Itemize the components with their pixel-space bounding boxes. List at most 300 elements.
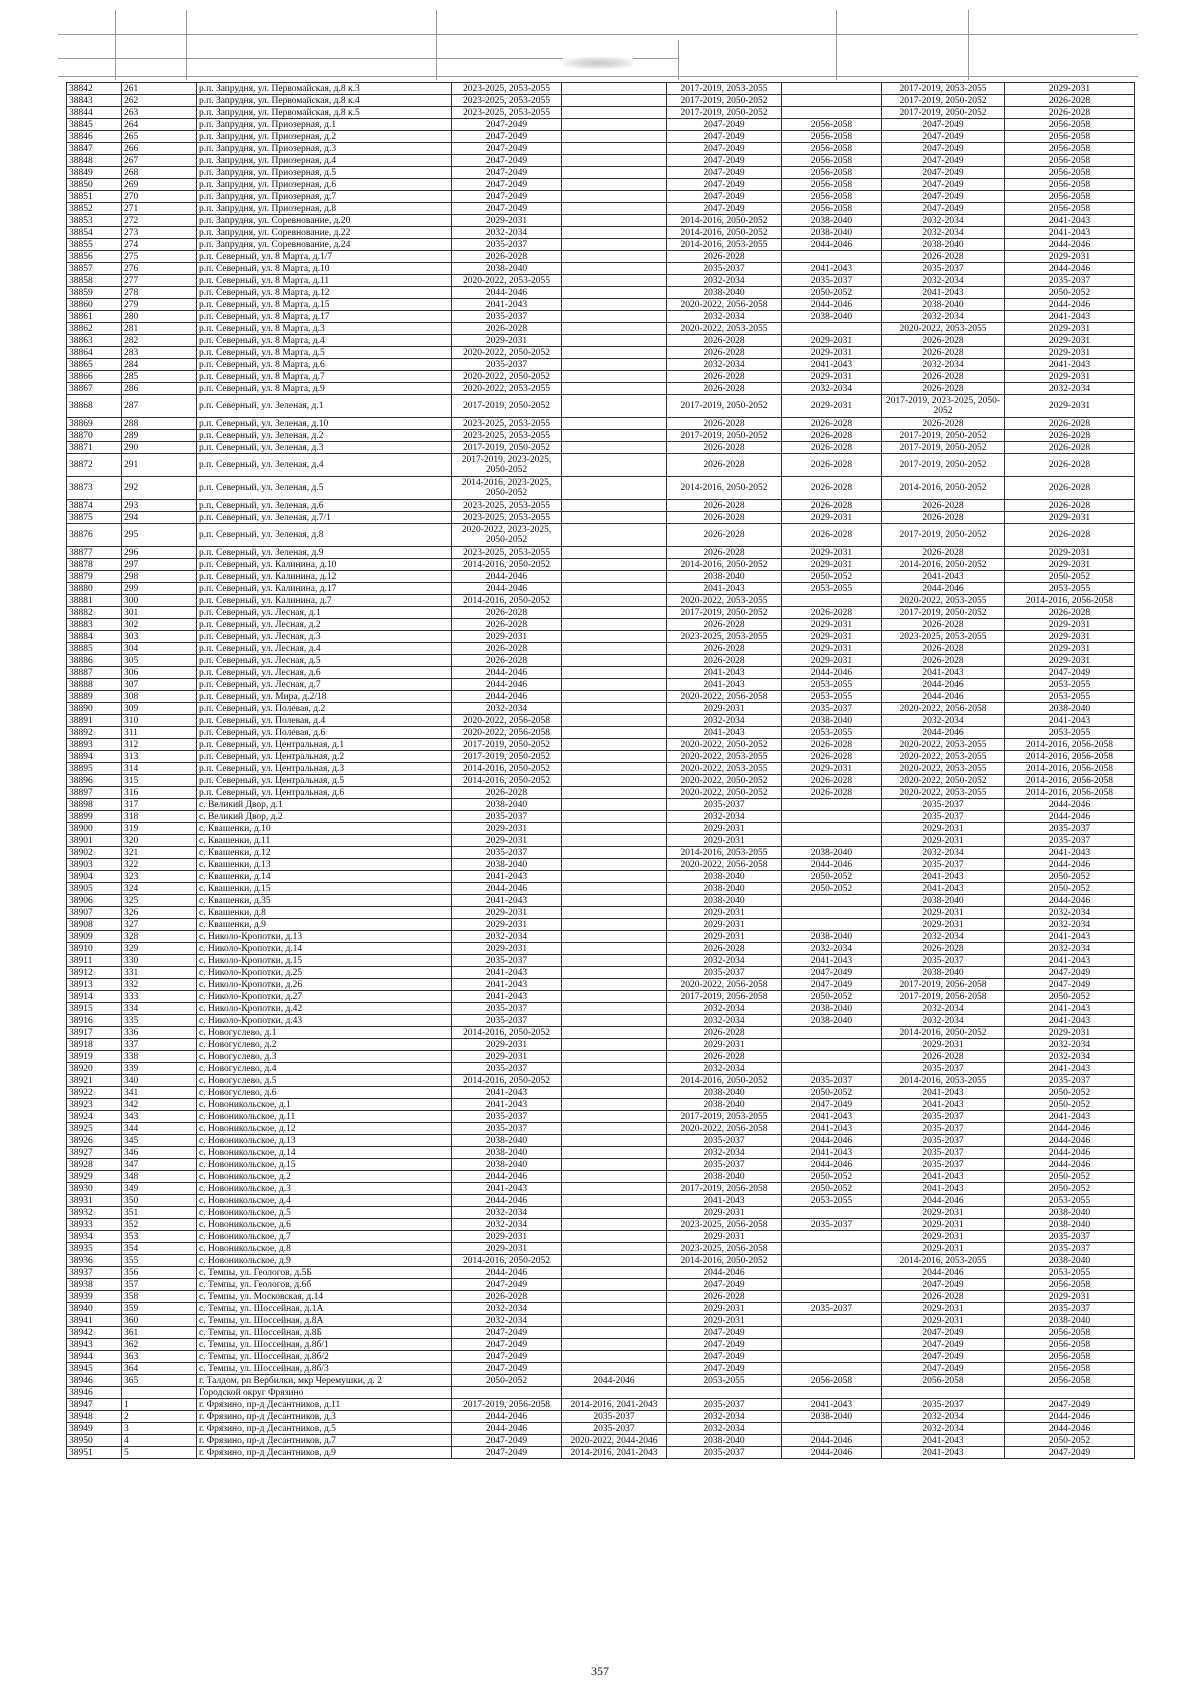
period-5-cell: 2047-2049 — [882, 131, 1005, 143]
period-6-cell: 2035-2037 — [1005, 1231, 1135, 1243]
period-3-cell: 2047-2049 — [667, 131, 782, 143]
period-5-cell: 2038-2040 — [882, 299, 1005, 311]
address-cell: р.п. Запрудня, ул. Соревнование, д.22 — [197, 227, 452, 239]
period-2-cell — [562, 979, 667, 991]
period-5-cell: 2044-2046 — [882, 679, 1005, 691]
period-5-cell: 2056-2058 — [882, 1375, 1005, 1387]
period-6-cell: 2038-2040 — [1005, 1219, 1135, 1231]
period-6-cell: 2044-2046 — [1005, 299, 1135, 311]
period-6-cell: 2047-2049 — [1005, 967, 1135, 979]
address-cell: р.п. Северный, ул. 8 Марта, д.5 — [197, 347, 452, 359]
row-number-cell: 332 — [122, 979, 197, 991]
table-row — [67, 500, 1135, 512]
period-5-cell: 2041-2043 — [882, 571, 1005, 583]
record-id-cell: 38850 — [67, 179, 122, 191]
table-row — [67, 763, 1135, 775]
period-2-cell — [562, 83, 667, 95]
record-id-cell: 38894 — [67, 751, 122, 763]
record-id-cell: 38917 — [67, 1027, 122, 1039]
address-cell: р.п. Северный, ул. 8 Марта, д.10 — [197, 263, 452, 275]
address-cell: с. Новогуслево, д.1 — [197, 1027, 452, 1039]
period-2-cell — [562, 477, 667, 500]
table-row — [67, 811, 1135, 823]
period-3-cell: 2017-2019, 2050-2052 — [667, 430, 782, 442]
period-4-cell: 2044-2046 — [782, 299, 882, 311]
period-2-cell — [562, 1087, 667, 1099]
period-5-cell: 2041-2043 — [882, 1099, 1005, 1111]
address-cell: с. Квашенки, д.10 — [197, 823, 452, 835]
record-id-cell: 38864 — [67, 347, 122, 359]
period-6-cell: 2056-2058 — [1005, 143, 1135, 155]
row-number-cell: 5 — [122, 1447, 197, 1459]
period-2-cell — [562, 1387, 667, 1399]
period-3-cell: 2026-2028 — [667, 418, 782, 430]
row-number-cell: 278 — [122, 287, 197, 299]
period-1-cell: 2026-2028 — [452, 251, 562, 263]
row-number-cell: 295 — [122, 524, 197, 547]
period-5-cell: 2017-2019, 2050-2052 — [882, 607, 1005, 619]
period-5-cell: 2020-2022, 2053-2055 — [882, 739, 1005, 751]
table-row — [67, 1099, 1135, 1111]
period-5-cell: 2017-2019, 2023-2025, 2050-2052 — [882, 395, 1005, 418]
table-row — [67, 191, 1135, 203]
period-1-cell: 2032-2034 — [452, 1207, 562, 1219]
period-2-cell — [562, 607, 667, 619]
period-3-cell: 2041-2043 — [667, 667, 782, 679]
period-4-cell: 2053-2055 — [782, 691, 882, 703]
period-2-cell — [562, 442, 667, 454]
address-cell: с. Темпы, ул. Геологов, д.6б — [197, 1279, 452, 1291]
period-1-cell: 2029-2031 — [452, 943, 562, 955]
period-2-cell — [562, 799, 667, 811]
row-number-cell: 358 — [122, 1291, 197, 1303]
period-3-cell: 2014-2016, 2053-2055 — [667, 847, 782, 859]
table-row — [67, 1339, 1135, 1351]
row-number-cell: 289 — [122, 430, 197, 442]
address-cell: г. Талдом, рп Вербилки, мкр Черемушки, д. 2 — [197, 1375, 452, 1387]
period-4-cell: 2029-2031 — [782, 643, 882, 655]
table-row — [67, 430, 1135, 442]
period-6-cell: 2014-2016, 2056-2058 — [1005, 751, 1135, 763]
address-cell: р.п. Северный, ул. Зеленая, д.4 — [197, 454, 452, 477]
period-5-cell: 2026-2028 — [882, 418, 1005, 430]
period-4-cell: 2026-2028 — [782, 787, 882, 799]
period-5-cell: 2035-2037 — [882, 1123, 1005, 1135]
period-1-cell: 2032-2034 — [452, 1303, 562, 1315]
period-1-cell: 2029-2031 — [452, 1243, 562, 1255]
record-id-cell: 38901 — [67, 835, 122, 847]
period-4-cell — [782, 107, 882, 119]
period-4-cell — [782, 1315, 882, 1327]
period-3-cell: 2026-2028 — [667, 383, 782, 395]
period-4-cell — [782, 1027, 882, 1039]
period-5-cell: 2017-2019, 2056-2058 — [882, 979, 1005, 991]
row-number-cell: 324 — [122, 883, 197, 895]
period-2-cell — [562, 1255, 667, 1267]
period-1-cell: 2017-2019, 2056-2058 — [452, 1399, 562, 1411]
address-cell: с. Новоникольское, д.15 — [197, 1159, 452, 1171]
table-row — [67, 347, 1135, 359]
row-number-cell: 331 — [122, 967, 197, 979]
period-3-cell: 2026-2028 — [667, 454, 782, 477]
period-5-cell: 2032-2034 — [882, 311, 1005, 323]
period-2-cell — [562, 1315, 667, 1327]
table-row — [67, 1111, 1135, 1123]
period-3-cell: 2017-2019, 2056-2058 — [667, 1183, 782, 1195]
period-6-cell: 2050-2052 — [1005, 1435, 1135, 1447]
period-3-cell: 2029-2031 — [667, 931, 782, 943]
period-2-cell — [562, 823, 667, 835]
address-cell: р.п. Запрудня, ул. Первомайская, д.8 к.4 — [197, 95, 452, 107]
period-3-cell: 2041-2043 — [667, 679, 782, 691]
row-number-cell: 271 — [122, 203, 197, 215]
period-2-cell — [562, 1219, 667, 1231]
period-4-cell: 2056-2058 — [782, 131, 882, 143]
period-3-cell: 2038-2040 — [667, 571, 782, 583]
period-5-cell: 2032-2034 — [882, 359, 1005, 371]
period-2-cell — [562, 1147, 667, 1159]
row-number-cell: 263 — [122, 107, 197, 119]
record-id-cell: 38858 — [67, 275, 122, 287]
record-id-cell: 38849 — [67, 167, 122, 179]
period-4-cell: 2038-2040 — [782, 1015, 882, 1027]
period-3-cell: 2047-2049 — [667, 191, 782, 203]
period-6-cell: 2029-2031 — [1005, 1027, 1135, 1039]
address-cell: с. Новоникольское, д.4 — [197, 1195, 452, 1207]
table-row — [67, 847, 1135, 859]
period-3-cell: 2053-2055 — [667, 1375, 782, 1387]
row-number-cell: 279 — [122, 299, 197, 311]
period-3-cell: 2041-2043 — [667, 1195, 782, 1207]
period-3-cell: 2020-2022, 2053-2055 — [667, 595, 782, 607]
period-1-cell: 2044-2046 — [452, 287, 562, 299]
period-6-cell: 2032-2034 — [1005, 1051, 1135, 1063]
period-6-cell: 2056-2058 — [1005, 1375, 1135, 1387]
period-1-cell: 2038-2040 — [452, 799, 562, 811]
address-cell: с. Темпы, ул. Шоссейная, д.8б/1 — [197, 1339, 452, 1351]
address-cell: с. Новоникольское, д.7 — [197, 1231, 452, 1243]
period-3-cell: 2035-2037 — [667, 1447, 782, 1459]
record-id-cell: 38923 — [67, 1099, 122, 1111]
record-id-cell: 38945 — [67, 1363, 122, 1375]
address-cell: с. Новоникольское, д.3 — [197, 1183, 452, 1195]
period-4-cell: 2035-2037 — [782, 1219, 882, 1231]
record-id-cell: 38859 — [67, 287, 122, 299]
period-6-cell: 2026-2028 — [1005, 95, 1135, 107]
period-2-cell — [562, 143, 667, 155]
period-3-cell: 2014-2016, 2050-2052 — [667, 1255, 782, 1267]
period-2-cell — [562, 655, 667, 667]
period-5-cell: 2017-2019, 2050-2052 — [882, 95, 1005, 107]
period-4-cell — [782, 83, 882, 95]
period-4-cell — [782, 811, 882, 823]
table-row — [67, 1399, 1135, 1411]
period-1-cell: 2023-2025, 2053-2055 — [452, 547, 562, 559]
period-5-cell: 2020-2022, 2053-2055 — [882, 595, 1005, 607]
row-number-cell: 322 — [122, 859, 197, 871]
period-6-cell: 2044-2046 — [1005, 263, 1135, 275]
period-4-cell: 2053-2055 — [782, 1195, 882, 1207]
period-4-cell: 2029-2031 — [782, 347, 882, 359]
period-2-cell — [562, 1303, 667, 1315]
table-row — [67, 775, 1135, 787]
row-number-cell: 338 — [122, 1051, 197, 1063]
period-5-cell: 2026-2028 — [882, 512, 1005, 524]
address-cell: с. Темпы, ул. Шоссейная, д.8б/2 — [197, 1351, 452, 1363]
period-4-cell: 2026-2028 — [782, 430, 882, 442]
period-2-cell — [562, 167, 667, 179]
row-number-cell: 365 — [122, 1375, 197, 1387]
period-6-cell: 2014-2016, 2056-2058 — [1005, 775, 1135, 787]
table-row — [67, 895, 1135, 907]
period-1-cell: 2041-2043 — [452, 979, 562, 991]
period-6-cell: 2029-2031 — [1005, 631, 1135, 643]
period-4-cell: 2029-2031 — [782, 395, 882, 418]
period-3-cell: 2029-2031 — [667, 919, 782, 931]
period-1-cell: 2017-2019, 2050-2052 — [452, 739, 562, 751]
period-2-cell — [562, 931, 667, 943]
row-number-cell: 301 — [122, 607, 197, 619]
period-1-cell: 2014-2016, 2050-2052 — [452, 1075, 562, 1087]
period-5-cell: 2029-2031 — [882, 1303, 1005, 1315]
period-5-cell: 2044-2046 — [882, 1267, 1005, 1279]
period-2-cell — [562, 119, 667, 131]
row-number-cell: 293 — [122, 500, 197, 512]
period-4-cell: 2041-2043 — [782, 359, 882, 371]
period-5-cell: 2020-2022, 2053-2055 — [882, 787, 1005, 799]
record-id-cell: 38904 — [67, 871, 122, 883]
address-cell: р.п. Северный, ул. Полевая, д.2 — [197, 703, 452, 715]
period-2-cell — [562, 383, 667, 395]
period-6-cell: 2035-2037 — [1005, 835, 1135, 847]
table-row — [67, 1039, 1135, 1051]
period-6-cell: 2035-2037 — [1005, 823, 1135, 835]
period-4-cell: 2053-2055 — [782, 727, 882, 739]
period-3-cell: 2038-2040 — [667, 895, 782, 907]
period-6-cell: 2056-2058 — [1005, 1327, 1135, 1339]
address-cell: р.п. Запрудня, ул. Приозерная, д.5 — [197, 167, 452, 179]
address-cell: с. Новоникольское, д.5 — [197, 1207, 452, 1219]
period-5-cell: 2044-2046 — [882, 583, 1005, 595]
period-3-cell: 2029-2031 — [667, 1315, 782, 1327]
period-3-cell: 2026-2028 — [667, 1051, 782, 1063]
period-6-cell: 2050-2052 — [1005, 1099, 1135, 1111]
table-row — [67, 263, 1135, 275]
record-id-cell: 38868 — [67, 395, 122, 418]
period-1-cell: 2023-2025, 2053-2055 — [452, 512, 562, 524]
period-5-cell: 2014-2016, 2050-2052 — [882, 477, 1005, 500]
row-number-cell: 310 — [122, 715, 197, 727]
address-cell: р.п. Северный, ул. Центральная, д.1 — [197, 739, 452, 751]
row-number-cell: 319 — [122, 823, 197, 835]
record-id-cell: 38920 — [67, 1063, 122, 1075]
address-cell: р.п. Северный, ул. Зеленая, д.8 — [197, 524, 452, 547]
table-row — [67, 571, 1135, 583]
period-4-cell — [782, 1231, 882, 1243]
period-5-cell: 2026-2028 — [882, 643, 1005, 655]
address-cell: с. Темпы, ул. Шоссейная, д.1А — [197, 1303, 452, 1315]
record-id-cell: 38846 — [67, 131, 122, 143]
period-6-cell: 2044-2046 — [1005, 1159, 1135, 1171]
table-row — [67, 119, 1135, 131]
row-number-cell: 307 — [122, 679, 197, 691]
period-4-cell — [782, 1051, 882, 1063]
period-1-cell: 2035-2037 — [452, 1015, 562, 1027]
period-4-cell: 2050-2052 — [782, 991, 882, 1003]
period-4-cell: 2026-2028 — [782, 775, 882, 787]
period-3-cell: 2023-2025, 2056-2058 — [667, 1243, 782, 1255]
period-2-cell — [562, 359, 667, 371]
table-row — [67, 943, 1135, 955]
period-2-cell — [562, 991, 667, 1003]
address-cell: с. Николо-Кропотки, д.26 — [197, 979, 452, 991]
scanned-header-remnant — [58, 10, 1138, 80]
period-2-cell — [562, 251, 667, 263]
period-3-cell: 2035-2037 — [667, 967, 782, 979]
period-6-cell: 2041-2043 — [1005, 931, 1135, 943]
period-3-cell: 2038-2040 — [667, 1435, 782, 1447]
period-5-cell: 2026-2028 — [882, 943, 1005, 955]
record-id-cell: 38934 — [67, 1231, 122, 1243]
address-cell: р.п. Северный, ул. 8 Марта, д.9 — [197, 383, 452, 395]
period-5-cell: 2026-2028 — [882, 335, 1005, 347]
period-6-cell: 2026-2028 — [1005, 107, 1135, 119]
period-5-cell: 2032-2034 — [882, 1003, 1005, 1015]
period-4-cell: 2047-2049 — [782, 979, 882, 991]
period-4-cell: 2050-2052 — [782, 1171, 882, 1183]
period-2-cell — [562, 1339, 667, 1351]
period-3-cell: 2044-2046 — [667, 1267, 782, 1279]
row-number-cell: 330 — [122, 955, 197, 967]
period-6-cell: 2044-2046 — [1005, 1135, 1135, 1147]
record-id-cell: 38856 — [67, 251, 122, 263]
period-3-cell: 2020-2022, 2050-2052 — [667, 739, 782, 751]
period-6-cell: 2029-2031 — [1005, 619, 1135, 631]
period-4-cell — [782, 1339, 882, 1351]
period-2-cell: 2035-2037 — [562, 1411, 667, 1423]
address-cell: с. Квашенки, д.12 — [197, 847, 452, 859]
record-id-cell: 38908 — [67, 919, 122, 931]
period-5-cell: 2041-2043 — [882, 287, 1005, 299]
address-cell: с. Новоникольское, д.2 — [197, 1171, 452, 1183]
address-cell: р.п. Запрудня, ул. Приозерная, д.4 — [197, 155, 452, 167]
period-1-cell: 2041-2043 — [452, 967, 562, 979]
record-id-cell: 38911 — [67, 955, 122, 967]
period-5-cell: 2029-2031 — [882, 1243, 1005, 1255]
address-cell: с. Квашенки, д.14 — [197, 871, 452, 883]
period-2-cell — [562, 191, 667, 203]
period-2-cell — [562, 275, 667, 287]
period-1-cell: 2035-2037 — [452, 239, 562, 251]
period-6-cell — [1005, 1387, 1135, 1399]
period-4-cell: 2044-2046 — [782, 1447, 882, 1459]
period-4-cell: 2050-2052 — [782, 287, 882, 299]
address-cell: р.п. Северный, ул. Калинина, д.12 — [197, 571, 452, 583]
address-cell: с. Николо-Кропотки, д.15 — [197, 955, 452, 967]
period-1-cell: 2044-2046 — [452, 1171, 562, 1183]
period-3-cell: 2014-2016, 2053-2055 — [667, 239, 782, 251]
period-4-cell: 2056-2058 — [782, 1375, 882, 1387]
period-3-cell: 2014-2016, 2050-2052 — [667, 477, 782, 500]
record-id-cell: 38940 — [67, 1303, 122, 1315]
period-2-cell — [562, 454, 667, 477]
period-2-cell — [562, 1327, 667, 1339]
period-3-cell: 2032-2034 — [667, 1411, 782, 1423]
period-1-cell: 2026-2028 — [452, 619, 562, 631]
table-row — [67, 1063, 1135, 1075]
table-row — [67, 1291, 1135, 1303]
period-2-cell — [562, 1063, 667, 1075]
period-1-cell: 2020-2022, 2053-2055 — [452, 383, 562, 395]
period-6-cell: 2041-2043 — [1005, 215, 1135, 227]
period-6-cell: 2044-2046 — [1005, 799, 1135, 811]
period-4-cell — [782, 823, 882, 835]
address-cell: с. Николо-Кропотки, д.25 — [197, 967, 452, 979]
period-5-cell: 2047-2049 — [882, 143, 1005, 155]
period-2-cell — [562, 1159, 667, 1171]
period-6-cell: 2056-2058 — [1005, 1363, 1135, 1375]
period-6-cell: 2041-2043 — [1005, 1063, 1135, 1075]
row-number-cell: 304 — [122, 643, 197, 655]
address-cell: р.п. Запрудня, ул. Приозерная, д.8 — [197, 203, 452, 215]
period-4-cell: 2041-2043 — [782, 1111, 882, 1123]
table-row — [67, 595, 1135, 607]
address-cell: р.п. Запрудня, ул. Первомайская, д.8 к.3 — [197, 83, 452, 95]
address-cell: с. Квашенки, д.35 — [197, 895, 452, 907]
period-1-cell: 2032-2034 — [452, 931, 562, 943]
address-cell: с. Новоникольское, д.13 — [197, 1135, 452, 1147]
record-id-cell: 38900 — [67, 823, 122, 835]
period-4-cell: 2047-2049 — [782, 967, 882, 979]
record-id-cell: 38843 — [67, 95, 122, 107]
row-number-cell: 290 — [122, 442, 197, 454]
table-row — [67, 155, 1135, 167]
period-5-cell: 2047-2049 — [882, 155, 1005, 167]
table-row — [67, 299, 1135, 311]
period-6-cell: 2041-2043 — [1005, 715, 1135, 727]
period-3-cell: 2029-2031 — [667, 1207, 782, 1219]
record-id-cell: 38933 — [67, 1219, 122, 1231]
period-6-cell: 2035-2037 — [1005, 275, 1135, 287]
period-6-cell: 2053-2055 — [1005, 727, 1135, 739]
row-number-cell: 328 — [122, 931, 197, 943]
period-1-cell: 2014-2016, 2050-2052 — [452, 1255, 562, 1267]
period-1-cell: 2047-2049 — [452, 1363, 562, 1375]
table-row — [67, 1447, 1135, 1459]
period-1-cell: 2017-2019, 2050-2052 — [452, 751, 562, 763]
period-2-cell — [562, 1243, 667, 1255]
record-id-cell: 38936 — [67, 1255, 122, 1267]
period-3-cell: 2026-2028 — [667, 251, 782, 263]
period-5-cell: 2032-2034 — [882, 1411, 1005, 1423]
period-2-cell — [562, 943, 667, 955]
table-row — [67, 1183, 1135, 1195]
table-row — [67, 1243, 1135, 1255]
address-cell: с. Новоникольское, д.11 — [197, 1111, 452, 1123]
period-3-cell: 2035-2037 — [667, 799, 782, 811]
address-cell: р.п. Северный, ул. Калинина, д.7 — [197, 595, 452, 607]
period-1-cell: 2041-2043 — [452, 895, 562, 907]
period-3-cell: 2026-2028 — [667, 347, 782, 359]
period-3-cell: 2023-2025, 2053-2055 — [667, 631, 782, 643]
record-id-cell: 38950 — [67, 1435, 122, 1447]
period-6-cell: 2029-2031 — [1005, 251, 1135, 263]
period-6-cell: 2044-2046 — [1005, 1423, 1135, 1435]
period-6-cell: 2026-2028 — [1005, 418, 1135, 430]
period-5-cell: 2047-2049 — [882, 179, 1005, 191]
period-5-cell: 2014-2016, 2050-2052 — [882, 559, 1005, 571]
period-2-cell — [562, 1015, 667, 1027]
